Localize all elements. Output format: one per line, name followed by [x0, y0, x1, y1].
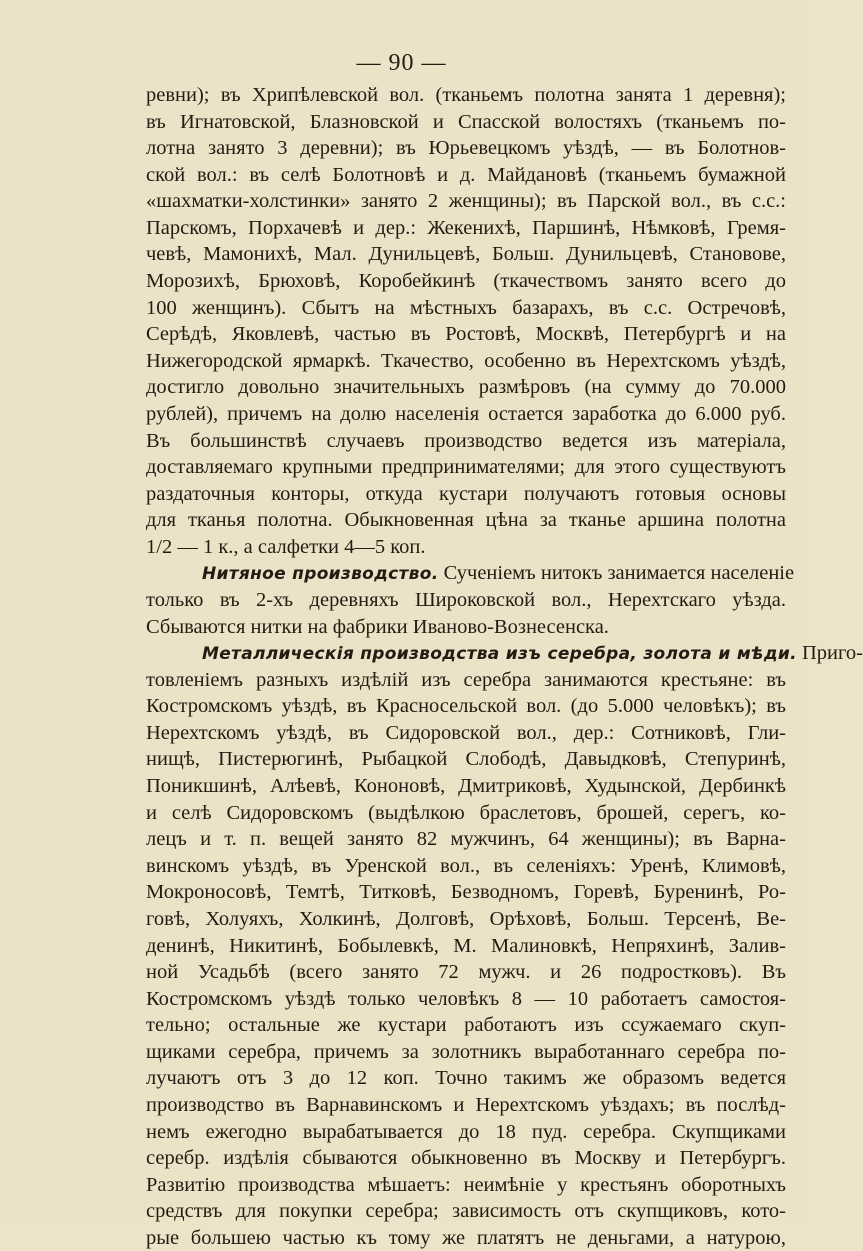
- text-line: [146, 1225, 786, 1251]
- line-text: и селѣ Сидоровскомъ (выдѣлкою браслетовъ, брошей, серегъ, ко-: [146, 801, 786, 824]
- line-text: 100 женщинъ). Сбытъ на мѣстныхъ базарахъ, въ с.с. Остречовѣ,: [146, 296, 786, 319]
- section-heading: Металлическія производства изъ серебра, золота и мѣди.: [202, 644, 797, 665]
- line-text: 1/2 — 1 к., а салфетки 4—5 коп.: [146, 535, 426, 558]
- line-text: для тканья полотна. Обыкновенная цѣна за тканье аршина полотна: [146, 509, 786, 532]
- text-line: [146, 906, 786, 933]
- text-line: [146, 481, 786, 508]
- text-line: [146, 188, 786, 215]
- line-text: немъ ежегодно вырабатывается до 18 пуд. серебра. Скупщиками: [146, 1120, 786, 1143]
- text-line: [146, 1039, 786, 1066]
- line-text: чевѣ, Мамонихѣ, Мал. Дунильцевѣ, Больш. Дунильцевѣ, Становове,: [146, 243, 786, 266]
- text-line: [146, 507, 786, 534]
- text-line: [146, 1145, 786, 1172]
- text-line: [146, 720, 786, 747]
- text-line: [146, 321, 786, 348]
- text-line: [146, 135, 786, 162]
- text-line: [146, 746, 786, 773]
- line-text: Нижегородской ярмаркѣ. Ткачество, особенно въ Нерехтскомъ уѣздѣ,: [146, 349, 786, 372]
- line-text: щиками серебра, причемъ за золотникъ выработаннаго серебра по-: [146, 1040, 786, 1063]
- line-text: Развитію производства мѣшаетъ: неимѣніе у крестьянъ оборотныхъ: [146, 1173, 786, 1196]
- text-line: [146, 295, 786, 322]
- line-text: доставляемаго крупными предпринимателями; для этого существуютъ: [146, 456, 786, 479]
- text-line: [146, 162, 786, 189]
- line-text: въ Игнатовской, Блазновской и Спасской волостяхъ (тканьемъ по-: [146, 110, 786, 133]
- line-text: рублей), причемъ на долю населенія остается заработка до 6.000 руб.: [146, 402, 786, 425]
- line-text: «шахматки-холстинки» занято 2 женщины); въ Парской вол., въ с.с.:: [146, 190, 786, 213]
- line-text: Въ большинствѣ случаевъ производство ведется изъ матеріала,: [146, 429, 786, 452]
- line-text: Сученіемъ нитокъ занимается населеніе: [438, 562, 795, 585]
- text-line: [146, 1119, 786, 1146]
- line-text: нищѣ, Пистерюгинѣ, Рыбацкой Слободѣ, Давыдковѣ, Степуринѣ,: [146, 748, 786, 771]
- text-line: [146, 640, 863, 667]
- line-text: средствъ для покупки серебра; зависимость отъ скупщиковъ, кото-: [146, 1200, 786, 1223]
- text-line: [146, 268, 786, 295]
- line-text: рые большею частью къ тому же платятъ не деньгами, а натурою,: [146, 1226, 786, 1249]
- text-line: [146, 428, 786, 455]
- text-line: [146, 800, 786, 827]
- text-line: [146, 933, 786, 960]
- page-number: — 90 —: [356, 50, 447, 76]
- text-line: [146, 374, 786, 401]
- text-line: [146, 986, 786, 1013]
- line-text: раздаточныя конторы, откуда кустари получаютъ готовыя основы: [146, 482, 786, 505]
- text-line: [146, 534, 786, 561]
- text-line: [146, 826, 786, 853]
- line-text: только въ 2-хъ деревняхъ Широковской вол., Нерехтскаго уѣзда.: [146, 588, 786, 611]
- body-text: [146, 82, 863, 1251]
- line-text: Мокроносовѣ, Темтѣ, Титковѣ, Безводномъ, Горевѣ, Буренинѣ, Ро-: [146, 881, 786, 904]
- text-line: [146, 959, 786, 986]
- line-text: ревни); въ Хрипѣлевской вол. (тканьемъ полотна занята 1 деревня);: [146, 84, 786, 106]
- line-text: Костромскомъ уѣздѣ только человѣкъ 8 — 10 работаетъ самостоя-: [146, 987, 786, 1010]
- line-text: ной Усадьбѣ (всего занято 72 мужч. и 26 подростковъ). Въ: [146, 961, 786, 984]
- text-line: [146, 82, 786, 109]
- line-text: Сбываются нитки на фабрики Иваново-Вознесенска.: [146, 615, 609, 638]
- text-line: [146, 241, 786, 268]
- line-text: лучаютъ отъ 3 до 12 коп. Точно такимъ же образомъ ведется: [146, 1067, 786, 1090]
- line-text: Поникшинѣ, Алѣевѣ, Кононовѣ, Дмитриковѣ, Худынской, Дербинкѣ: [146, 775, 786, 798]
- line-text: Костромскомъ уѣздѣ, въ Красносельской вол. (до 5.000 человѣкъ); въ: [146, 695, 786, 718]
- line-text: Морозихѣ, Брюховѣ, Коробейкинѣ (ткачествомъ занято всего до: [146, 270, 786, 293]
- line-text: говѣ, Холуяхъ, Холкинѣ, Долговѣ, Орѣховѣ, Больш. Терсенѣ, Ве-: [146, 907, 786, 930]
- text-line: [146, 560, 795, 587]
- line-text: производство въ Варнавинскомъ и Нерехтскомъ уѣздахъ; въ послѣд-: [146, 1093, 786, 1116]
- text-line: [146, 773, 786, 800]
- text-line: [146, 693, 786, 720]
- text-line: [146, 667, 786, 694]
- text-line: [146, 401, 786, 428]
- text-line: [146, 454, 786, 481]
- line-text: товленіемъ разныхъ издѣлій изъ серебра занимаются крестьяне: въ: [146, 668, 786, 691]
- line-text: Серѣдѣ, Яковлевѣ, частью въ Ростовѣ, Москвѣ, Петербургѣ и на: [146, 323, 786, 346]
- text-line: [146, 1065, 786, 1092]
- line-text: тельно; остальные же кустари работаютъ изъ ссужаемаго скуп-: [146, 1014, 786, 1037]
- text-line: [146, 587, 786, 614]
- section-heading: Нитяное производство.: [202, 564, 439, 585]
- line-text: ской вол.: въ селѣ Болотновѣ и д. Майдановѣ (тканьемъ бумажной: [146, 163, 786, 186]
- line-text: серебр. издѣлія сбываются обыкновенно въ Москву и Петербургъ.: [146, 1147, 786, 1170]
- text-line: [146, 879, 786, 906]
- text-line: [146, 1198, 786, 1225]
- line-text: Нерехтскомъ уѣздѣ, въ Сидоровской вол., дер.: Сотниковѣ, Гли-: [146, 721, 786, 744]
- line-text: лотна занято 3 деревни); въ Юрьевецкомъ уѣздѣ, — въ Болотнов-: [146, 137, 786, 160]
- text-line: [146, 853, 786, 880]
- line-text: денинѣ, Никитинѣ, Бобылевкѣ, М. Малиновкѣ, Непряхинѣ, Залив-: [146, 934, 786, 957]
- line-text: Приго-: [796, 642, 863, 665]
- text-line: [146, 215, 786, 242]
- text-line: [146, 614, 786, 641]
- text-line: [146, 1092, 786, 1119]
- text-line: [146, 109, 786, 136]
- line-text: лецъ и т. п. вещей занято 82 мужчинъ, 64 женщины); въ Варна-: [146, 828, 786, 851]
- line-text: винскомъ уѣздѣ, въ Уренской вол., въ селеніяхъ: Уренѣ, Климовѣ,: [146, 854, 786, 877]
- text-line: [146, 1172, 786, 1199]
- text-line: [146, 348, 786, 375]
- text-line: [146, 1012, 786, 1039]
- line-text: достигло довольно значительныхъ размѣровъ (на сумму до 70.000: [146, 376, 786, 399]
- line-text: Парскомъ, Порхачевѣ и дер.: Жекенихѣ, Паршинѣ, Нѣмковѣ, Гремя-: [146, 216, 786, 239]
